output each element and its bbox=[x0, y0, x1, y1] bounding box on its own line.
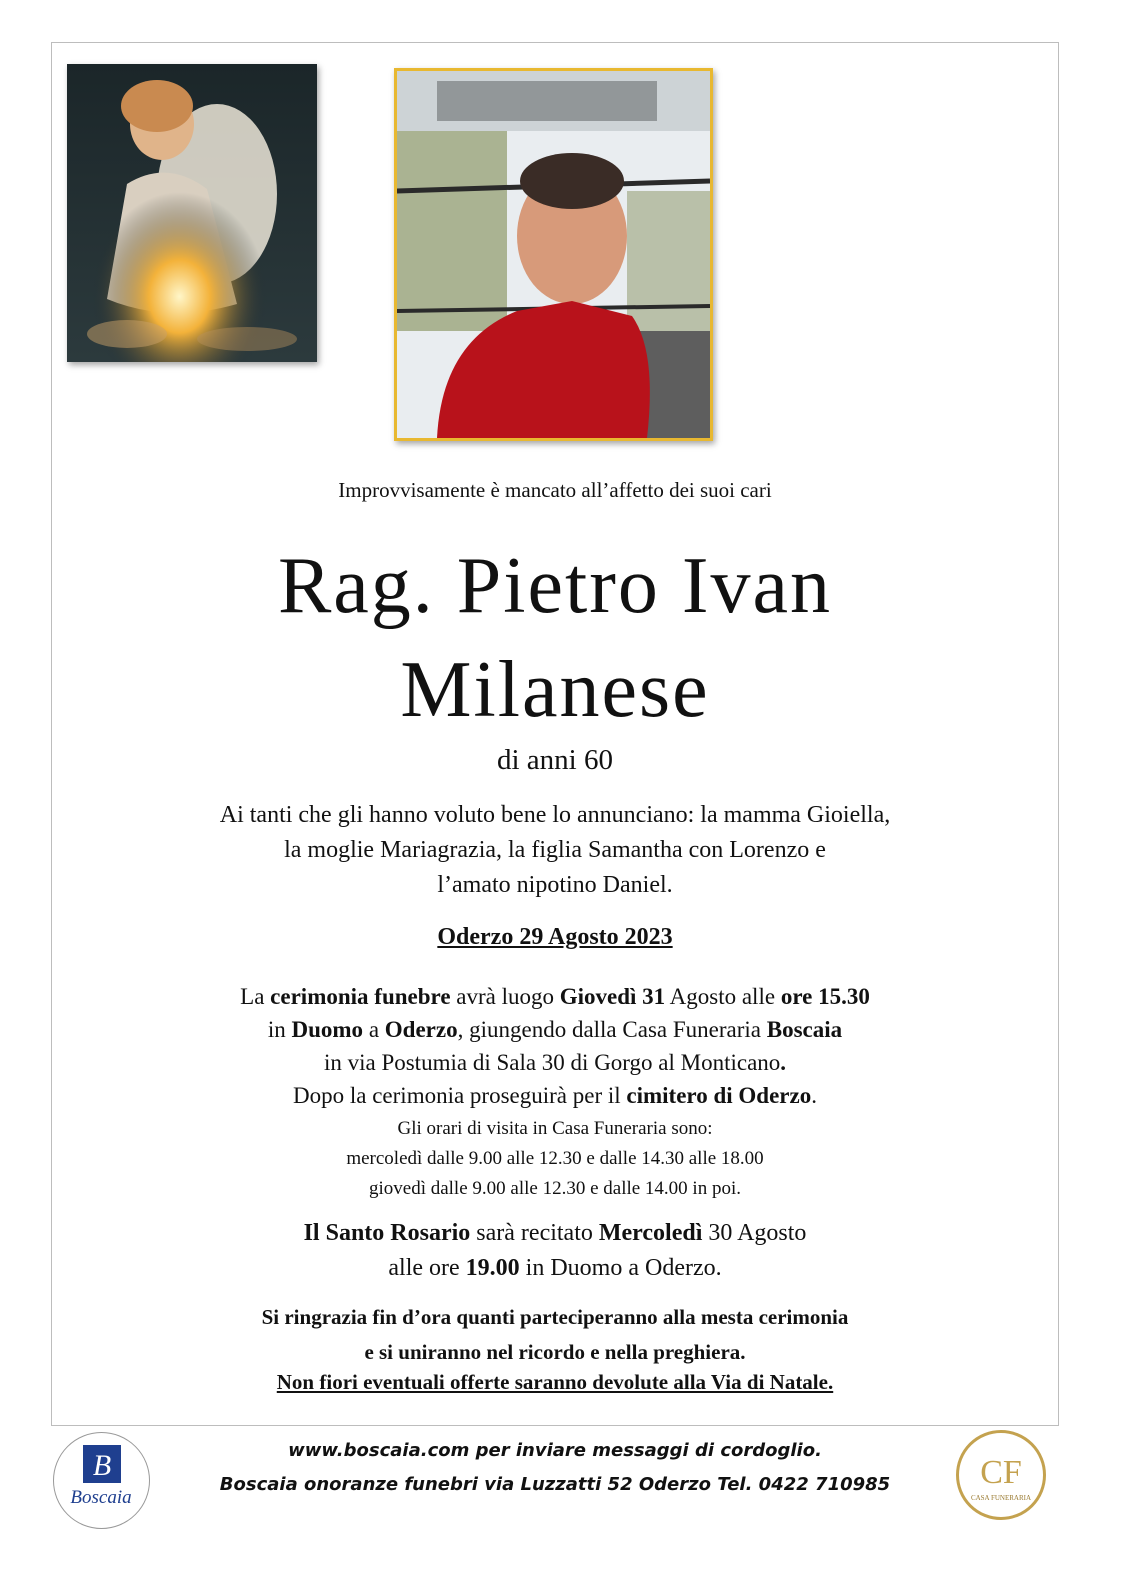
rosary-info bbox=[51, 1216, 1059, 1286]
ceremony-line: in Duomo a Oderzo, giungendo dalla Casa Funeraria Boscaia bbox=[267, 1017, 843, 1042]
no-flowers-text: Non fiori eventuali offerte saranno devolute alla Via di Natale. bbox=[276, 1370, 834, 1394]
ceremony-line: Dopo la cerimonia proseguirà per il cimitero di Oderzo. bbox=[293, 1083, 817, 1108]
hours-line: Gli orari di visita in Casa Funeraria sono: bbox=[397, 1118, 713, 1139]
rosary-line: alle ore 19.00 in Duomo a Oderzo. bbox=[388, 1255, 722, 1281]
angel-image bbox=[67, 64, 317, 362]
deceased-name-line1: Rag. Pietro Ivan bbox=[277, 542, 833, 630]
thanks-line: Si ringrazia fin d’ora quanti parteciperanno alla mesta cerimonia bbox=[261, 1305, 849, 1329]
visiting-hours bbox=[51, 1114, 1059, 1204]
ceremony-line: in via Postumia di Sala 30 di Gorgo al Monticano. bbox=[323, 1050, 787, 1075]
intro-text: Improvvisamente è mancato all’affetto dei suoi cari bbox=[338, 478, 772, 502]
announcement-line: la moglie Mariagrazia, la figlia Samantha con Lorenzo e bbox=[284, 837, 826, 863]
dateline-text: Oderzo 29 Agosto 2023 bbox=[437, 924, 673, 950]
announcement-line: l’amato nipotino Daniel. bbox=[437, 872, 673, 898]
thanks-line: e si uniranno nel ricordo e nella preghiera. bbox=[364, 1340, 746, 1364]
boscaia-logo-text: Boscaia bbox=[70, 1487, 132, 1508]
thanks-text bbox=[51, 1300, 1059, 1370]
no-flowers-note bbox=[51, 1370, 1059, 1395]
boscaia-logo bbox=[53, 1432, 150, 1529]
dateline bbox=[51, 924, 1059, 951]
boscaia-logo-letter: B bbox=[92, 1449, 112, 1482]
announcement-line: Ai tanti che gli hanno voluto bene lo annunciano: la mamma Gioiella, bbox=[219, 802, 891, 828]
ceremony-info bbox=[51, 980, 1059, 1112]
casa-funeraria-logo bbox=[956, 1430, 1046, 1520]
age-text: di anni 60 bbox=[497, 744, 613, 776]
deceased-name-line2: Milanese bbox=[400, 646, 710, 734]
hours-line: mercoledì dalle 9.00 alle 12.30 e dalle 14.30 alle 18.00 bbox=[346, 1148, 764, 1169]
footer-website: www.boscaia.com per inviare messaggi di cordoglio. bbox=[288, 1440, 822, 1461]
ceremony-line: La cerimonia funebre avrà luogo Giovedì 31 Agosto alle ore 15.30 bbox=[240, 984, 870, 1009]
deceased-portrait bbox=[394, 68, 713, 441]
rosary-line: Il Santo Rosario sarà recitato Mercoledì 30 Agosto bbox=[303, 1220, 807, 1246]
casa-funeraria-text: CASA FUNERARIA bbox=[970, 1494, 1032, 1502]
casa-funeraria-letters: CF bbox=[980, 1454, 1022, 1491]
footer-address: Boscaia onoranze funebri via Luzzatti 52 Oderzo Tel. 0422 710985 bbox=[219, 1474, 891, 1495]
announcement bbox=[51, 798, 1059, 903]
hours-line: giovedì dalle 9.00 alle 12.30 e dalle 14.00 in poi. bbox=[368, 1178, 741, 1199]
